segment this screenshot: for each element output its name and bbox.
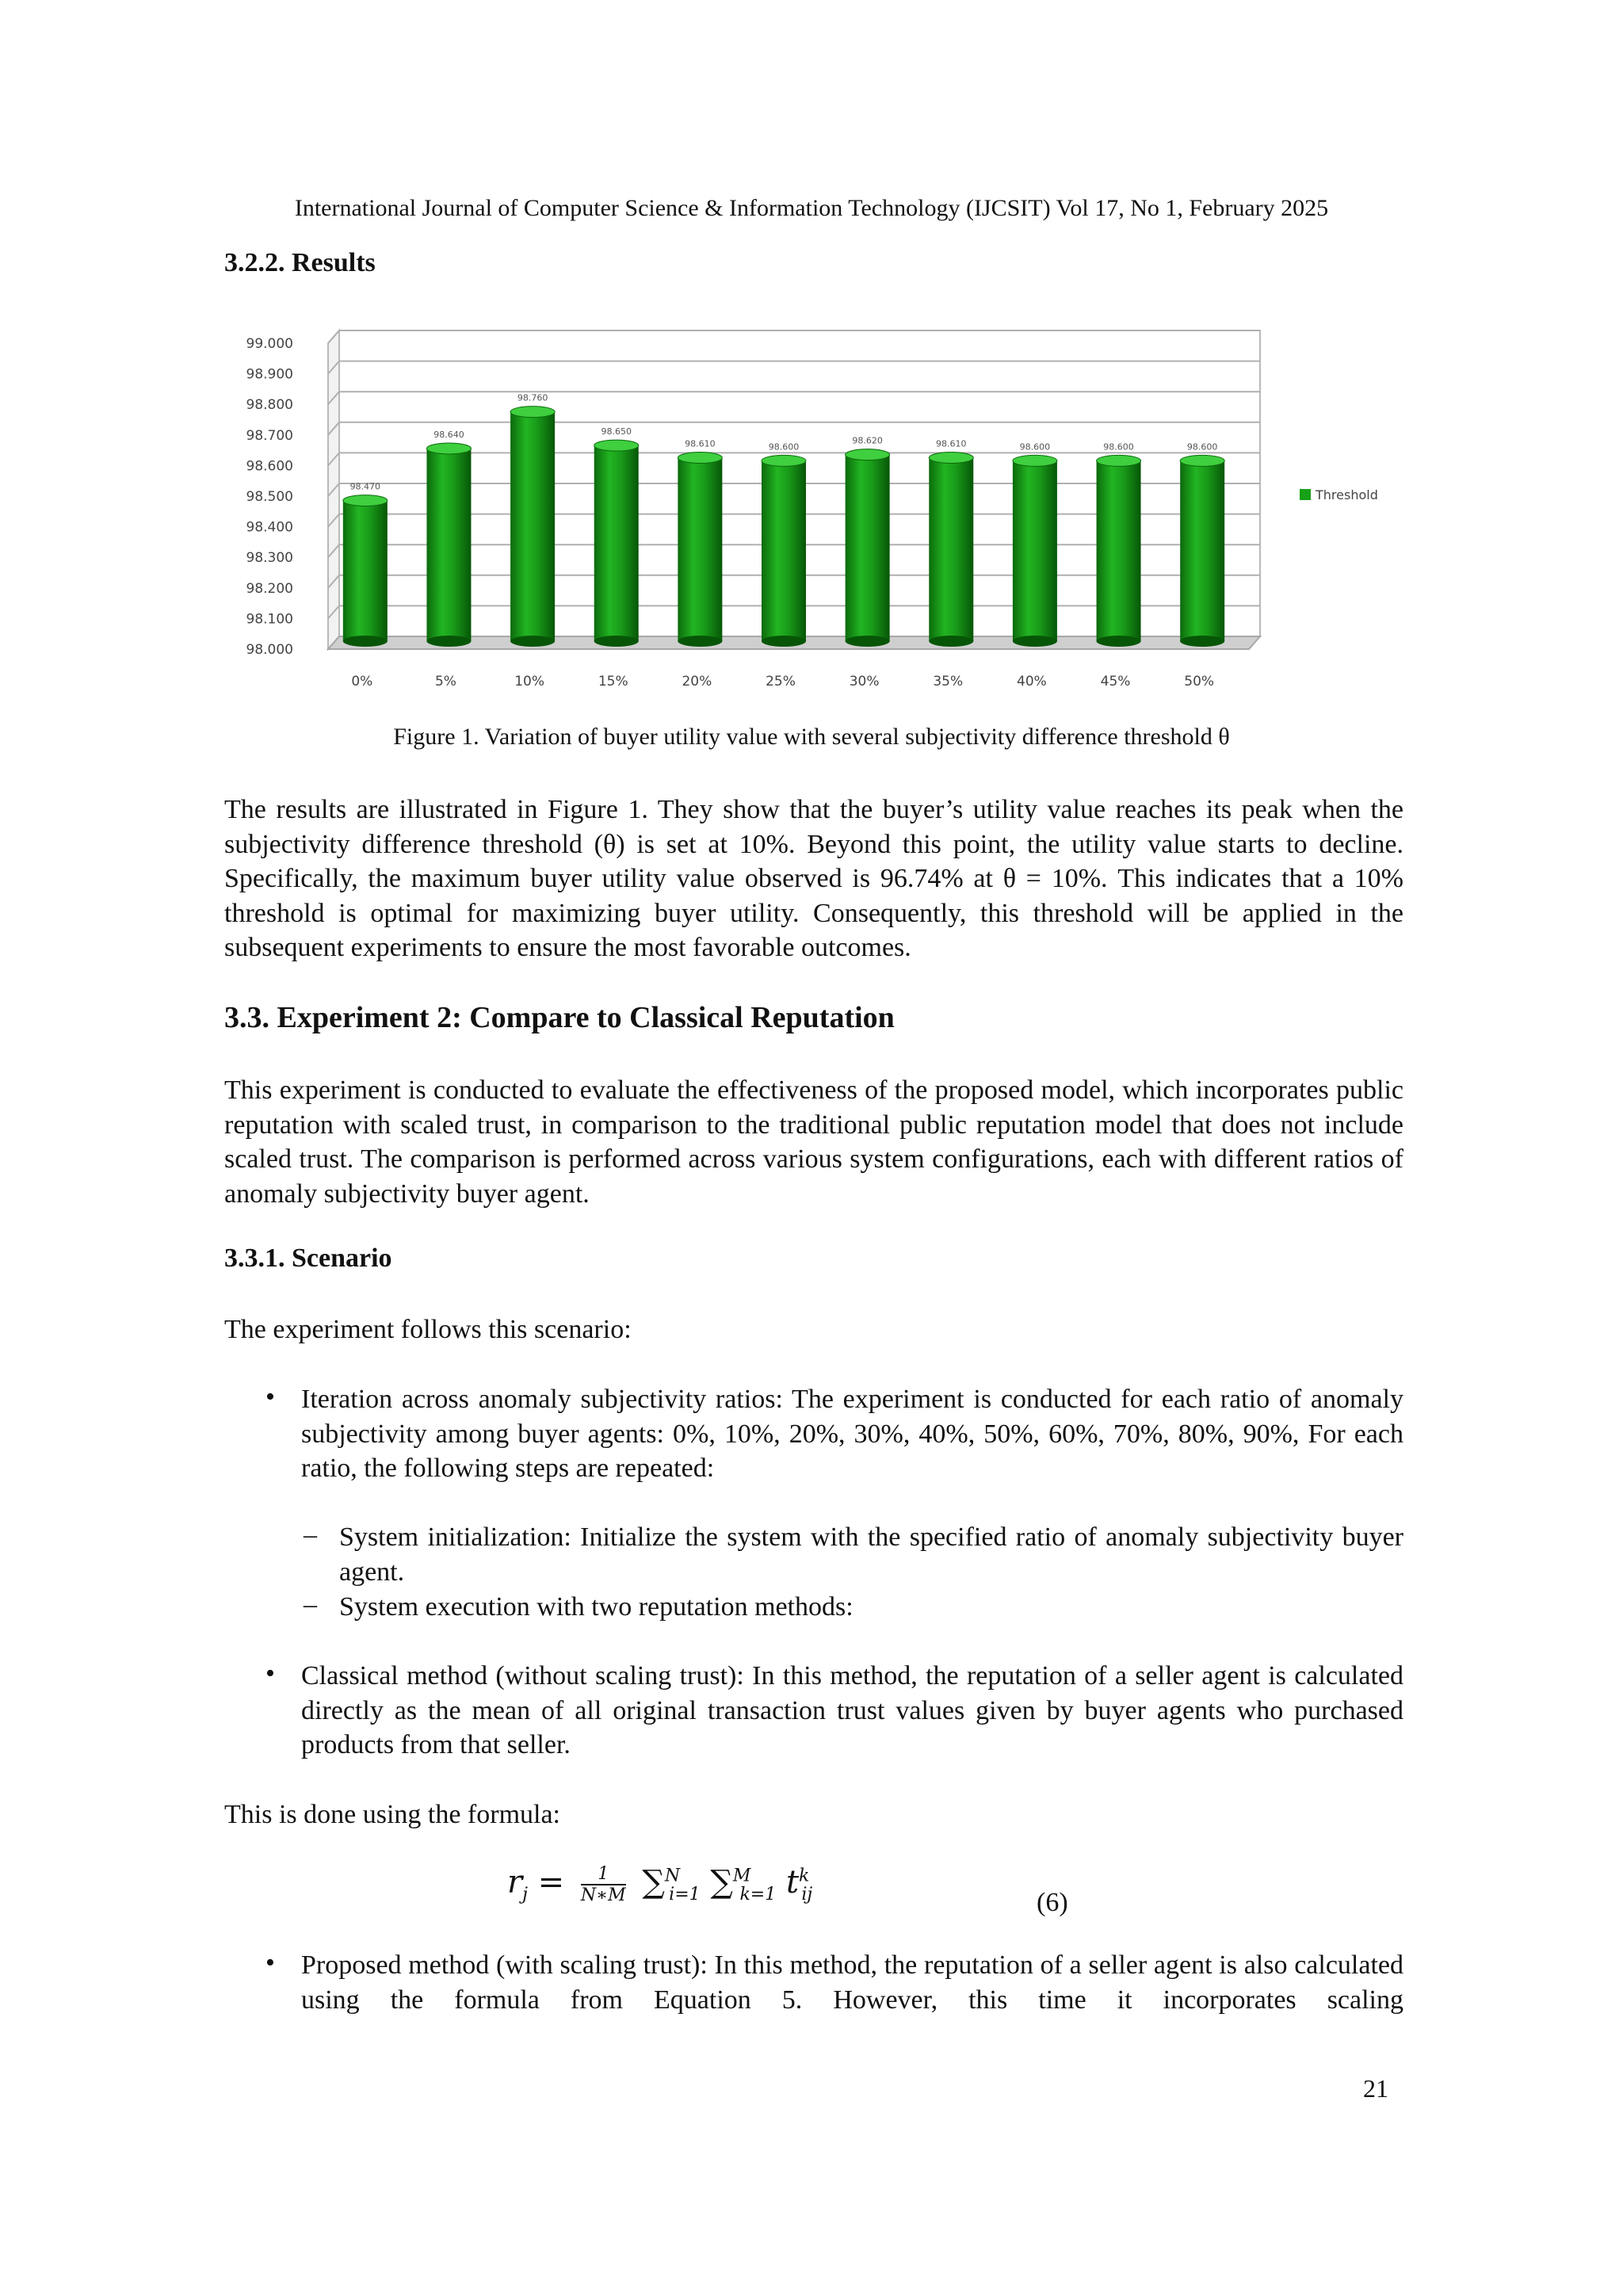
data-label: 98.610 [936, 438, 967, 449]
eq-sum-2-sup: M [732, 1866, 751, 1886]
scenario-intro: The experiment follows this scenario: [224, 1315, 632, 1344]
data-label: 98.650 [601, 426, 632, 437]
y-tick-label: 98.900 [246, 366, 293, 383]
bar-top [594, 440, 639, 451]
bar-base [1180, 636, 1224, 647]
eq-fraction-denominator: N∗M [580, 1885, 626, 1905]
x-tick-label: 40% [1017, 674, 1047, 686]
x-tick-label: 50% [1184, 674, 1215, 686]
bar-base [1097, 636, 1141, 647]
scenario-heading: 3.3.1. Scenario [224, 1244, 392, 1273]
bar-10% [510, 412, 555, 641]
data-label: 98.760 [517, 392, 548, 403]
bar-top [762, 455, 806, 466]
bar-45% [1097, 460, 1141, 641]
eq-sum-1-sub: i=1 [669, 1885, 701, 1904]
experiment2-paragraph: This experiment is conducted to evaluate the effectiveness of the proposed model, which incorporates public reputation with scaled trust, in comparison to the traditional public reputation model that does not include scaled trust. The comparison is performed across various system configurations, each with different ratios of anomaly subjectivity buyer agent. [224, 1075, 1403, 1209]
bar-top [510, 407, 555, 418]
eq-sum-2: ∑ [710, 1864, 733, 1901]
results-paragraph: The results are illustrated in Figure 1. They show that the buyer’s utility value reaches its peak when the subjectivity difference threshold (θ) is set at 10%. Beyond this point, the utility value starts to decline. Specifically, the maximum buyer utility value observed is 96.74% at θ = 10%. This indicates that a 10% threshold is optimal for maximizing buyer utility. Consequently, this threshold will be applied in the subsequent experiments to ensure the most favorable outcomes. [224, 795, 1403, 962]
bar-40% [1013, 460, 1057, 641]
y-tick-label: 98.400 [246, 519, 293, 536]
bar-base [762, 636, 806, 647]
eq-term-sub: ij [801, 1885, 813, 1904]
bar-top [846, 449, 890, 460]
data-label: 98.610 [685, 438, 716, 449]
bar-chart [206, 313, 1419, 686]
bar-top [1097, 455, 1141, 466]
bar-50% [1180, 460, 1224, 641]
bar-30% [846, 455, 890, 641]
bar-base [510, 636, 555, 647]
experiment2-heading: 3.3. Experiment 2: Compare to Classical Reputation [224, 1001, 895, 1034]
equation-6 [507, 1864, 812, 1905]
y-tick-label: 98.700 [246, 427, 293, 444]
y-tick-label: 99.000 [246, 336, 293, 352]
eq-fraction [581, 1864, 626, 1905]
bar-35% [929, 458, 973, 641]
bar-25% [762, 460, 806, 641]
eq-term: t [785, 1864, 800, 1901]
bar-top [426, 443, 471, 454]
figure-caption: Figure 1. Variation of buyer utility value with several subjectivity difference threshold θ [393, 724, 1230, 750]
y-tick-label: 98.500 [246, 489, 293, 505]
bar-5% [426, 449, 471, 641]
data-label: 98.600 [768, 441, 800, 453]
data-label: 98.600 [1103, 441, 1134, 453]
x-tick-label: 15% [598, 674, 628, 686]
data-label: 98.470 [349, 481, 381, 492]
bar-top [929, 453, 973, 464]
running-header: International Journal of Computer Science & Information Technology (IJCSIT) Vol 17, No 1, February 2025 [294, 195, 1329, 221]
y-tick-label: 98.800 [246, 397, 293, 414]
x-tick-label: 25% [766, 674, 796, 686]
bar-15% [594, 445, 639, 641]
eq-equals: = [537, 1864, 565, 1901]
bar-top [678, 453, 722, 464]
eq-fraction-numerator: 1 [581, 1864, 626, 1885]
data-label: 98.640 [433, 429, 464, 440]
bullet-classical-method: Classical method (without scaling trust): In this method, the reputation of a seller agent is calculated directly as the mean of all original transaction trust values given by buyer agents who purchased products from that seller. [301, 1661, 1403, 1759]
x-tick-label: 30% [849, 674, 880, 686]
y-tick-label: 98.000 [246, 642, 293, 658]
bullet-marker: • [265, 1382, 275, 1412]
data-label: 98.620 [852, 435, 883, 446]
eq-sum-1: ∑ [642, 1864, 665, 1901]
eq-sum-2-sub: k=1 [739, 1885, 777, 1904]
bar-base [846, 636, 890, 647]
y-tick-label: 98.200 [246, 580, 293, 597]
bar-base [594, 636, 639, 647]
results-heading: 3.2.2. Results [224, 248, 376, 277]
legend-swatch [1300, 489, 1311, 500]
x-tick-label: 0% [351, 674, 373, 686]
x-tick-label: 20% [682, 674, 712, 686]
bullet-marker: • [265, 1948, 275, 1977]
bar-base [678, 636, 722, 647]
dash-system-initialization: System initialization: Initialize the system with the specified ratio of anomaly subjectivity buyer agent. [339, 1522, 1403, 1587]
dash-system-execution: System execution with two reputation methods: [339, 1592, 854, 1622]
equation-number: (6) [1037, 1888, 1068, 1917]
bar-0% [343, 501, 388, 641]
eq-sum-1-sup: N [664, 1866, 681, 1886]
bar-20% [678, 458, 722, 641]
bar-top [1180, 455, 1224, 466]
eq-term-sup: k [799, 1866, 810, 1886]
bullet-proposed-method: Proposed method (with scaling trust): In this method, the reputation of a seller agent is also calculated using the formula from Equation 5. However, this time it incorporates scaling [301, 1950, 1403, 2015]
bar-base [929, 636, 973, 647]
legend-label: Threshold [1316, 487, 1378, 502]
x-tick-label: 10% [514, 674, 544, 686]
formula-intro: This is done using the formula: [224, 1800, 561, 1829]
bar-base [426, 636, 471, 647]
bullet-iteration: Iteration across anomaly subjectivity ratios: The experiment is conducted for each ratio of anomaly subjectivity among buyer agents: 0%, 10%, 20%, 30%, 40%, 50%, 60%, 70%, 80%, 90%, For each ratio, the following steps are repeated: [301, 1385, 1403, 1483]
bar-top [1013, 455, 1057, 466]
y-tick-label: 98.300 [246, 550, 293, 567]
x-tick-label: 45% [1100, 674, 1131, 686]
data-label: 98.600 [1186, 441, 1218, 453]
bar-top [343, 495, 388, 506]
data-label: 98.600 [1019, 441, 1051, 453]
x-tick-label: 35% [933, 674, 964, 686]
eq-lhs-sub: j [522, 1885, 528, 1904]
bar-base [343, 636, 388, 647]
y-tick-label: 98.100 [246, 611, 293, 628]
bullet-marker: • [265, 1659, 275, 1688]
dash-marker: – [304, 1590, 317, 1619]
bar-base [1013, 636, 1057, 647]
x-tick-label: 5% [434, 674, 456, 686]
eq-lhs: r [507, 1864, 523, 1901]
y-tick-label: 98.600 [246, 458, 293, 475]
page-number: 21 [1363, 2074, 1388, 2103]
dash-marker: – [304, 1520, 317, 1549]
